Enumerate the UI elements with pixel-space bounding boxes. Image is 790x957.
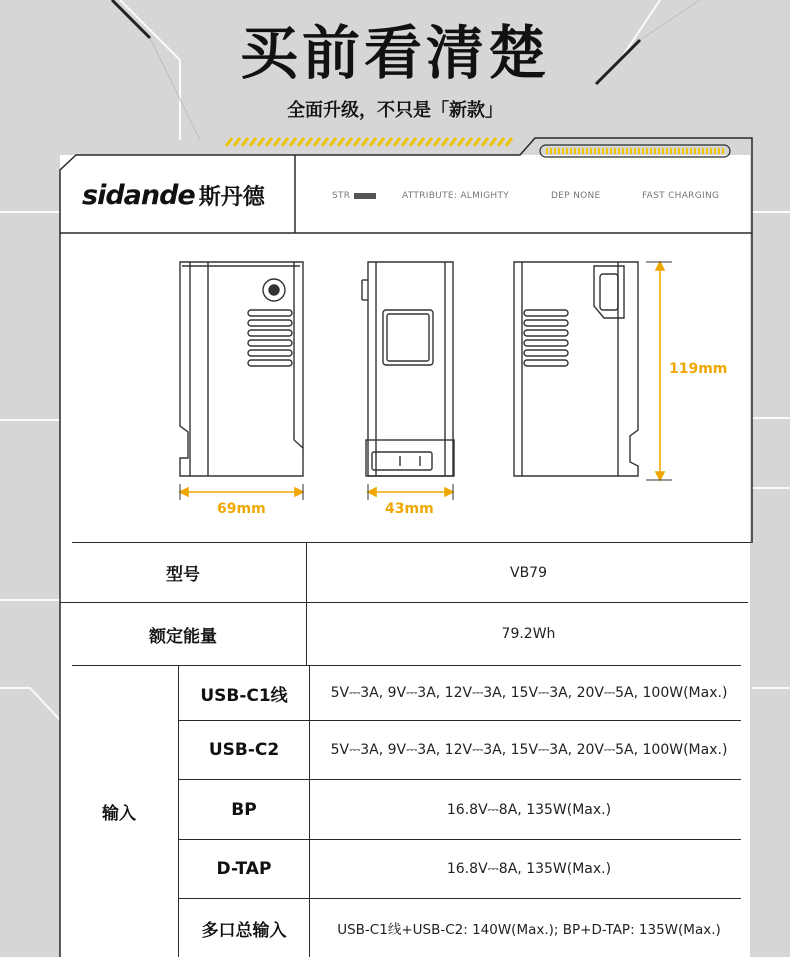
dimension-depth: 43mm bbox=[385, 501, 434, 517]
spec-input-value: 5V⎓3A, 9V⎓3A, 12V⎓3A, 15V⎓3A, 20V⎓5A, 100W(Max.) bbox=[330, 685, 728, 701]
spec-input-port: D-TAP bbox=[216, 859, 272, 879]
spec-model-value: VB79 bbox=[510, 564, 547, 581]
spec-input-value: USB-C1线+USB-C2: 140W(Max.); BP+D-TAP: 135W(Max.) bbox=[337, 922, 721, 938]
product-front-view bbox=[180, 262, 303, 476]
attr-dep: DEP NONE bbox=[551, 191, 601, 201]
brand-logo-latin: sidande bbox=[82, 180, 195, 211]
spec-input-port: 多口总输入 bbox=[201, 920, 287, 941]
attr-fast-charging: FAST CHARGING bbox=[642, 191, 720, 201]
attr-attribute: ATTRIBUTE: ALMIGHTY bbox=[402, 191, 510, 201]
page-subtitle: 全面升级，不只是「新款」 bbox=[287, 100, 503, 121]
dimension-width: 69mm bbox=[217, 501, 266, 517]
spec-model-label: 型号 bbox=[166, 565, 200, 585]
page-title: 买前看清楚 bbox=[239, 19, 550, 87]
spec-input-value: 16.8V⎓8A, 135W(Max.) bbox=[446, 801, 612, 818]
dimension-height: 119mm bbox=[669, 361, 728, 377]
spec-input-value: 16.8V⎓8A, 135W(Max.) bbox=[446, 861, 612, 877]
spec-energy-label: 额定能量 bbox=[149, 626, 217, 647]
product-back-view bbox=[514, 262, 638, 476]
spec-input-value: 5V⎓3A, 9V⎓3A, 12V⎓3A, 15V⎓3A, 20V⎓5A, 100W(Max.) bbox=[330, 742, 728, 758]
spec-input-port: BP bbox=[231, 799, 257, 820]
spec-energy-value: 79.2Wh bbox=[501, 626, 556, 642]
attr-str-label: STR bbox=[332, 191, 351, 201]
brand-logo-cn: 斯丹德 bbox=[198, 185, 265, 210]
spec-input-label: 输入 bbox=[102, 804, 136, 824]
spec-input-port: USB-C2 bbox=[208, 740, 280, 760]
product-side-view bbox=[362, 262, 454, 476]
spec-input-port: USB-C1线 bbox=[200, 685, 288, 706]
